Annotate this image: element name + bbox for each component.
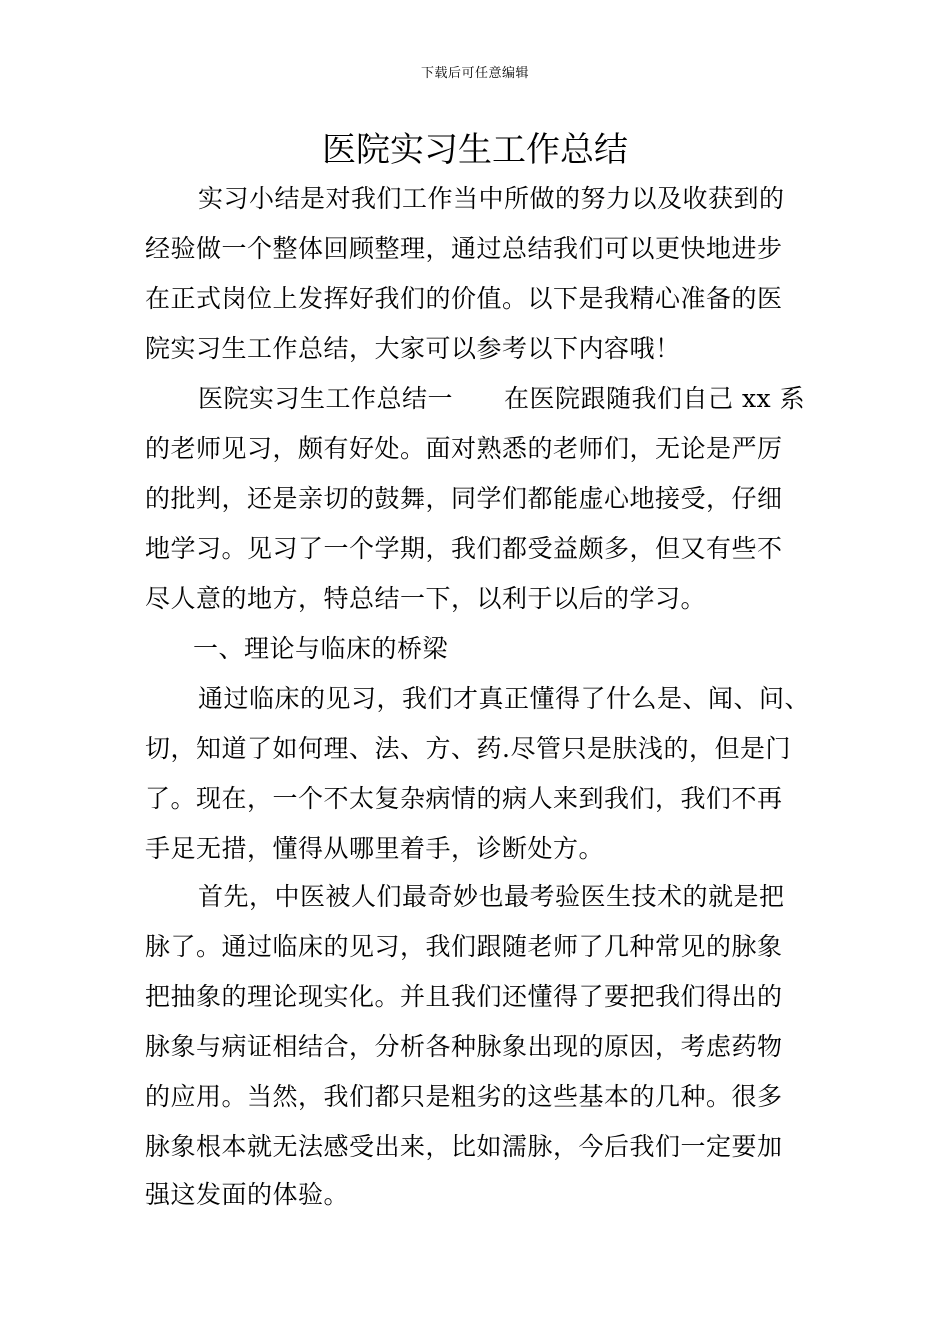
paragraph-line: 地学习。见习了一个学期，我们都受益颇多，但又有些不 <box>145 534 783 563</box>
document-title: 医院实习生工作总结 <box>322 130 628 170</box>
paragraph-line: 的批判，还是亲切的鼓舞，同学们都能虚心地接受，仔细 <box>145 484 783 513</box>
paragraph-line: 医院实习生工作总结一 在医院跟随我们自己 xx 系 <box>198 384 806 413</box>
paragraph-line: 把抽象的理论现实化。并且我们还懂得了要把我们得出的 <box>145 982 783 1011</box>
paragraph-line: 通过临床的见习，我们才真正懂得了什么是、闻、问、 <box>198 684 811 713</box>
paragraph-line: 实习小结是对我们工作当中所做的努力以及收获到的 <box>198 184 785 213</box>
paragraph-line: 强这发面的体验。 <box>145 1180 350 1209</box>
paragraph-line: 的应用。当然，我们都只是粗劣的这些基本的几种。很多 <box>145 1082 783 1111</box>
paragraph-line: 脉象根本就无法感受出来，比如濡脉，今后我们一定要加 <box>145 1132 783 1161</box>
paragraph-line: 的老师见习，颇有好处。面对熟悉的老师们，无论是严厉 <box>145 434 783 463</box>
paragraph-line: 切，知道了如何理、法、方、药.尽管只是肤浅的，但是门 <box>145 734 791 763</box>
paragraph-line: 经验做一个整体回顾整理，通过总结我们可以更快地进步 <box>145 234 783 263</box>
paragraph-line: 院实习生工作总结，大家可以参考以下内容哦！ <box>145 334 681 363</box>
paragraph-line: 在正式岗位上发挥好我们的价值。以下是我精心准备的医 <box>145 284 783 313</box>
paragraph-line: 手足无措，懂得从哪里着手，诊断处方。 <box>145 834 605 863</box>
paragraph-line: 首先，中医被人们最奇妙也最考验医生技术的就是把 <box>198 882 785 911</box>
section-heading: 一、理论与临床的桥梁 <box>193 634 449 663</box>
paragraph-line: 尽人意的地方，特总结一下，以利于以后的学习。 <box>145 584 707 613</box>
header-note: 下载后可任意编辑 <box>420 66 529 81</box>
paragraph-line: 脉象与病证相结合，分析各种脉象出现的原因，考虑药物 <box>145 1032 783 1061</box>
paragraph-line: 了。现在，一个不太复杂病情的病人来到我们，我们不再 <box>145 784 783 813</box>
paragraph-line: 脉了。通过临床的见习，我们跟随老师了几种常见的脉象 <box>145 932 783 961</box>
